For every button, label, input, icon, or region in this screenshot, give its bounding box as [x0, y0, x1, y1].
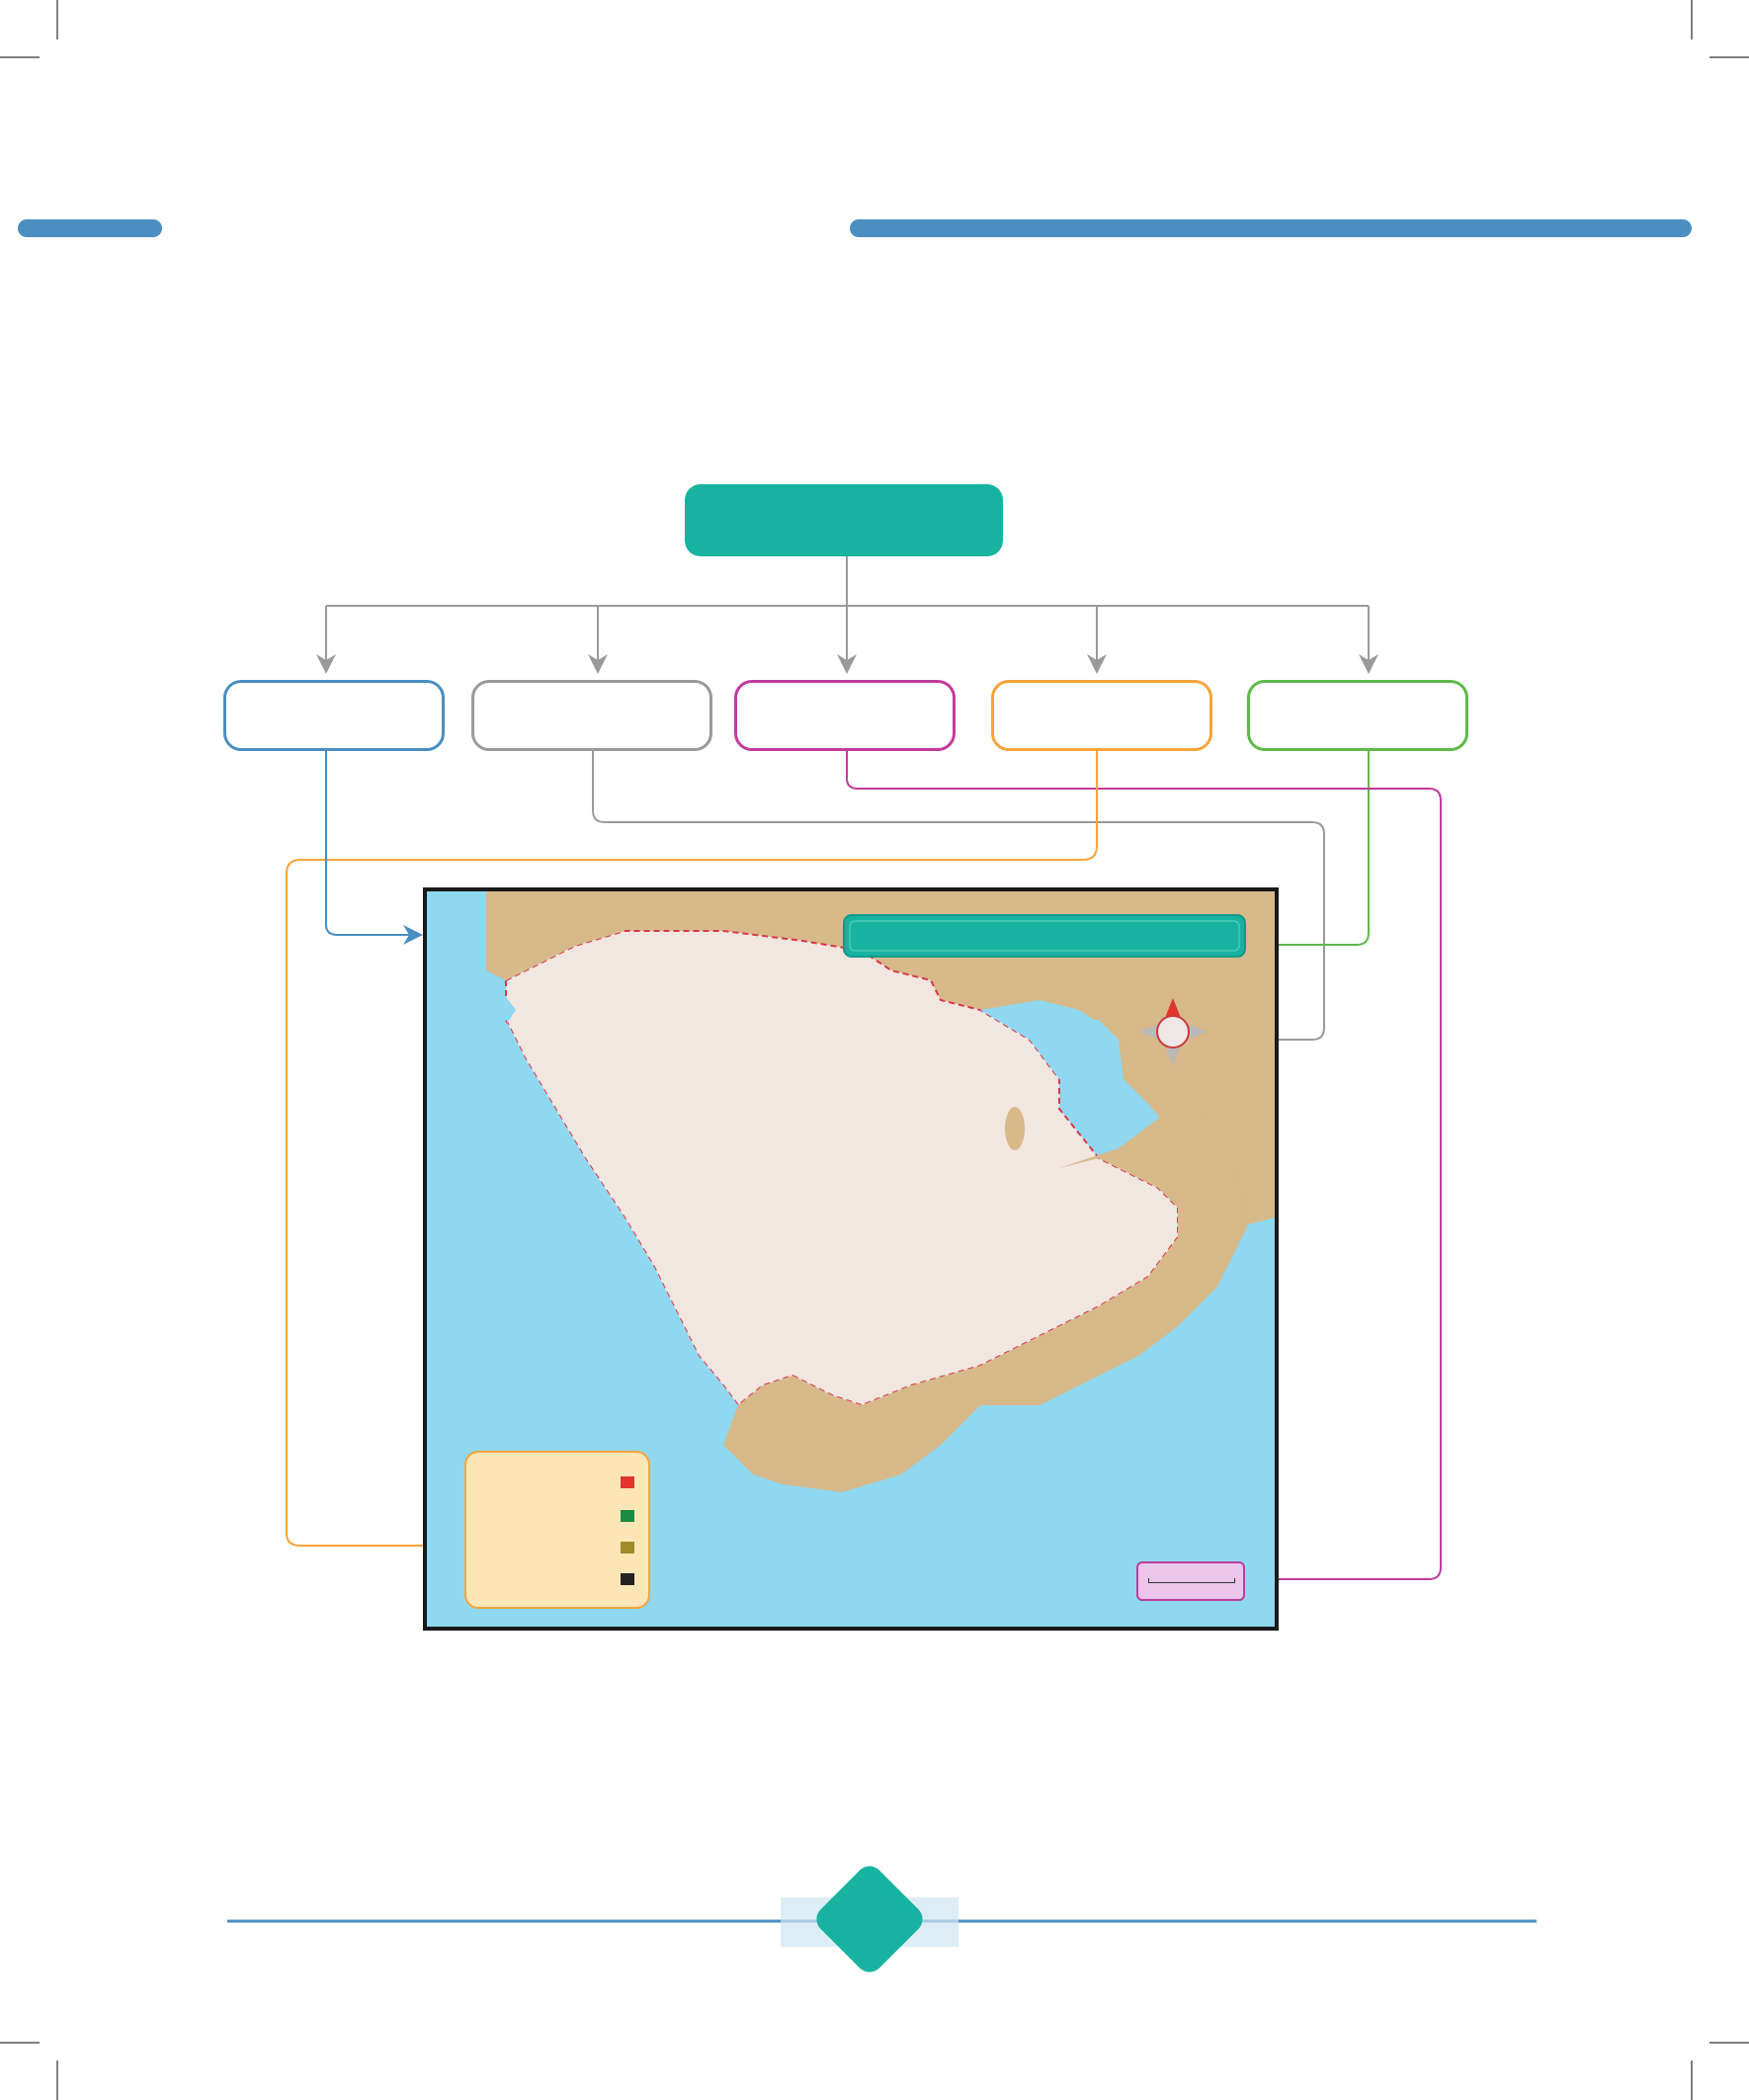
ministry-logo-mark	[97, 1818, 314, 1897]
